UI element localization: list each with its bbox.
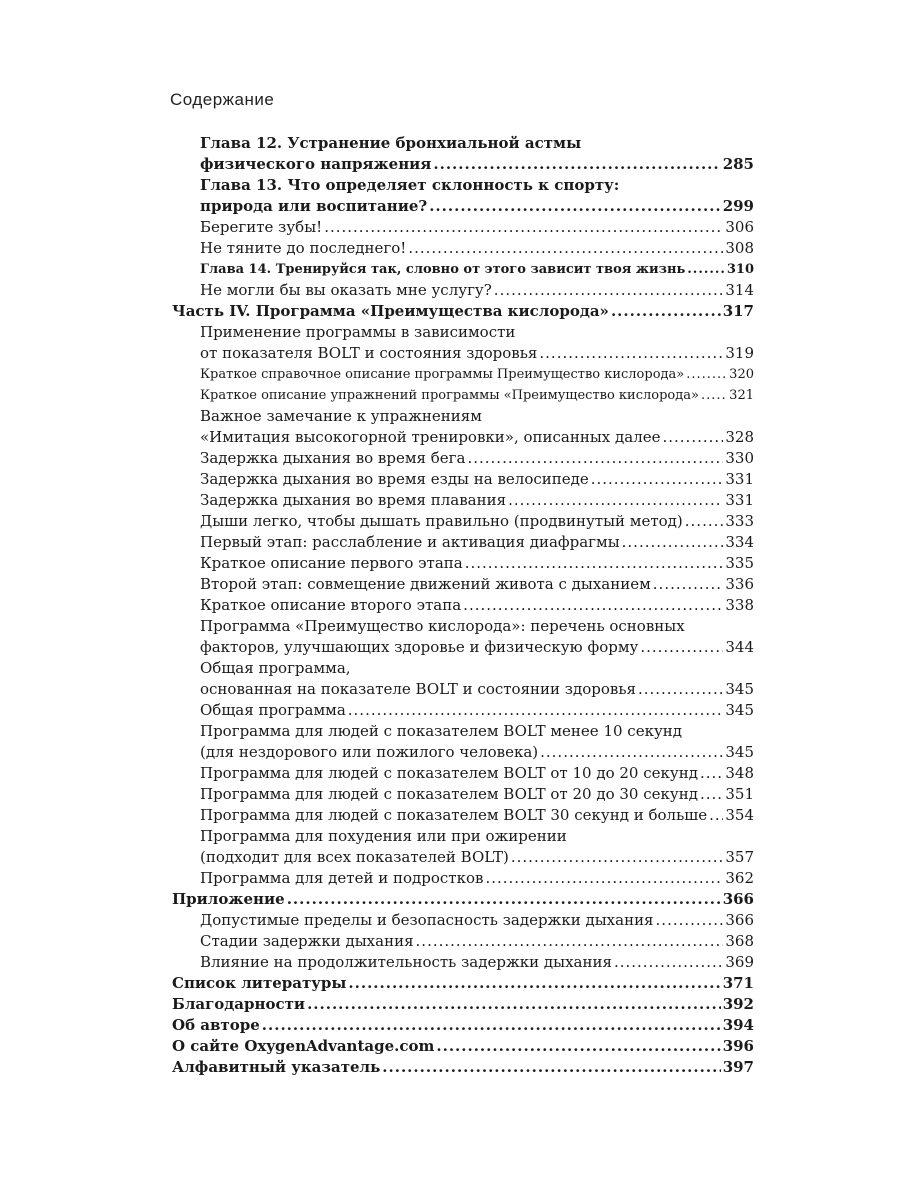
toc-entry-page-number: 344	[725, 638, 754, 656]
toc-entry-page-number: 285	[722, 155, 754, 173]
toc-entry	[172, 826, 754, 868]
toc-entry-page-number: 334	[725, 533, 754, 551]
dot-leader	[622, 532, 724, 553]
toc-entry	[172, 574, 754, 595]
dot-leader	[433, 154, 720, 175]
toc-entry-row	[200, 805, 754, 826]
toc-entry-row	[172, 973, 754, 994]
toc-entry-row	[172, 1036, 754, 1057]
running-head: Содержание	[170, 90, 275, 109]
toc-entry-row	[200, 427, 754, 448]
toc-entry	[172, 175, 754, 217]
toc-entry-title-line: (подходит для всех показателей BOLT)	[200, 848, 509, 866]
toc-entry-title-line: Глава 13. Что определяет склонность к спорту:	[200, 176, 620, 194]
toc-entry-title-line: Дыши легко, чтобы дышать правильно (продвинутый метод)	[200, 512, 683, 530]
toc-entry	[172, 721, 754, 763]
toc-entry	[172, 1015, 754, 1036]
toc-entry-page-number: 310	[726, 262, 754, 277]
toc-entry-page-number: 336	[725, 575, 754, 593]
toc-entry-title-line: «Имитация высокогорной тренировки», описанных далее	[200, 428, 661, 446]
dot-leader	[467, 448, 723, 469]
toc-entry	[172, 259, 754, 280]
toc-entry-row	[200, 595, 754, 616]
toc-entry	[172, 700, 754, 721]
toc-entry-row	[200, 238, 754, 259]
toc-entry	[172, 616, 754, 658]
dot-leader	[614, 952, 723, 973]
dot-leader	[687, 259, 725, 280]
toc-entry-page-number: 394	[722, 1016, 754, 1034]
dot-leader	[640, 637, 723, 658]
toc-entry-row	[200, 280, 754, 301]
toc-entry-title-line: Краткое описание упражнений программы «Преимущество кислорода»	[200, 388, 699, 403]
toc-entry-row	[200, 952, 754, 973]
toc-entry-row	[200, 217, 754, 238]
toc-entry-title-line: Задержка дыхания во время бега	[200, 449, 466, 467]
dot-leader	[540, 742, 723, 763]
dot-leader	[656, 910, 724, 931]
toc-entry-title-line: Глава 12. Устранение бронхиальной астмы	[200, 134, 582, 152]
toc-entry-title-line: Программа для людей с показателем BOLT от 20 до 30 секунд	[200, 785, 698, 803]
dot-leader	[348, 700, 724, 721]
toc-entry-page-number: 371	[722, 974, 754, 992]
toc-entry-title-line: Задержка дыхания во время плавания	[200, 491, 507, 509]
toc-entry	[172, 238, 754, 259]
toc-entry-row	[200, 742, 754, 763]
toc-entry	[172, 133, 754, 175]
toc-entry-title-line: Программа для похудения или при ожирении	[200, 827, 567, 845]
toc-entry-page-number: 366	[722, 890, 754, 908]
toc-entry-title-line: природа или воспитание?	[200, 197, 428, 215]
dot-leader	[262, 1015, 721, 1036]
toc-entry-title-line: Список литературы	[172, 974, 347, 992]
toc-entry	[172, 994, 754, 1015]
toc-entry-page-number: 397	[722, 1058, 754, 1076]
toc-entry-row	[200, 784, 754, 805]
dot-leader	[465, 553, 724, 574]
toc-entry	[172, 952, 754, 973]
dot-leader	[685, 511, 724, 532]
toc-entry-title-line: от показателя BOLT и состояния здоровья	[200, 344, 538, 362]
toc-entry-title-line: Влияние на продолжительность задержки дыхания	[200, 953, 612, 971]
toc-entry	[172, 448, 754, 469]
toc-entry-row	[200, 868, 754, 889]
dot-leader	[700, 784, 723, 805]
toc-entry-title-line: Важное замечание к упражнениям	[200, 407, 482, 425]
toc-entry-title-line: Программа для детей и подростков	[200, 869, 484, 887]
toc-entry-page-number: 392	[722, 995, 754, 1013]
toc-entry-row	[200, 448, 754, 469]
toc-entry-row	[200, 931, 754, 952]
toc-entry-title-line: Не тяните до последнего!	[200, 239, 407, 257]
dot-leader	[324, 217, 723, 238]
toc-entry	[172, 364, 754, 385]
toc-entry	[172, 784, 754, 805]
toc-entry-title-line: Задержка дыхания во время езды на велосипеде	[200, 470, 589, 488]
dot-leader	[494, 280, 724, 301]
dot-leader	[700, 763, 723, 784]
dot-leader	[638, 679, 723, 700]
toc-entry-row	[200, 847, 754, 868]
toc-entry-page-number: 351	[725, 785, 754, 803]
toc-entry-title-line: Благодарности	[172, 995, 306, 1013]
toc-entry-row	[200, 364, 754, 385]
toc-entry-page-number: 306	[725, 218, 754, 236]
toc-entry-title-line: физического напряжения	[200, 155, 432, 173]
toc-entry-title-line: Первый этап: расслабление и активация диафрагмы	[200, 533, 620, 551]
dot-leader	[485, 868, 723, 889]
toc-entry	[172, 1057, 754, 1078]
toc-entry-page-number: 328	[725, 428, 754, 446]
toc-entry-row	[200, 343, 754, 364]
toc-entry-title-line: Программа для людей с показателем BOLT от 10 до 20 секунд	[200, 764, 698, 782]
toc-entry	[172, 406, 754, 448]
dot-leader	[408, 238, 723, 259]
toc-entry	[172, 322, 754, 364]
dot-leader	[416, 931, 724, 952]
toc-entry-page-number: 320	[729, 367, 754, 382]
toc-entry-page-number: 345	[725, 743, 754, 761]
toc-entry-title-line: Берегите зубы!	[200, 218, 323, 236]
toc-entry-row	[172, 301, 754, 322]
toc-entry-row	[172, 1015, 754, 1036]
toc-entry-title-line: Не могли бы вы оказать мне услугу?	[200, 281, 492, 299]
toc-entry-page-number: 331	[725, 491, 754, 509]
toc-entry-row	[200, 196, 754, 217]
toc-entry	[172, 301, 754, 322]
dot-leader	[463, 595, 723, 616]
toc-entry-title-line: Краткое описание первого этапа	[200, 554, 463, 572]
dot-leader	[611, 301, 721, 322]
toc-entry	[172, 490, 754, 511]
toc-entry-page-number: 354	[725, 806, 754, 824]
toc-entry	[172, 217, 754, 238]
toc-entry-page-number: 299	[722, 197, 754, 215]
toc-entry-page-number: 366	[725, 911, 754, 929]
toc-entry-row	[200, 259, 754, 280]
toc-entry-title-line: Об авторе	[172, 1016, 260, 1034]
toc-entry-row	[200, 490, 754, 511]
toc-entry	[172, 910, 754, 931]
dot-leader	[662, 427, 723, 448]
toc-entry-page-number: 368	[725, 932, 754, 950]
toc-entry-title-line: Краткое справочное описание программы Преимущество кислорода»	[200, 367, 685, 382]
toc-entry-row	[200, 553, 754, 574]
toc-entry-title-line: Часть IV. Программа «Преимущества кислорода»	[172, 302, 609, 320]
toc-entry	[172, 763, 754, 784]
dot-leader	[287, 889, 721, 910]
toc-entry-page-number: 314	[725, 281, 754, 299]
toc-entry-row	[200, 469, 754, 490]
toc-entry-page-number: 345	[725, 701, 754, 719]
dot-leader	[511, 847, 723, 868]
toc-entry-row	[200, 532, 754, 553]
toc-entry	[172, 385, 754, 406]
toc-entry	[172, 469, 754, 490]
toc-entry-title-line: факторов, улучшающих здоровье и физическую форму	[200, 638, 639, 656]
toc-entry-row	[200, 910, 754, 931]
toc-entry	[172, 868, 754, 889]
toc-entry-page-number: 333	[725, 512, 754, 530]
toc-entry-title-line: (для нездорового или пожилого человека)	[200, 743, 539, 761]
toc-entry-row	[200, 574, 754, 595]
toc-entry-title-line: Приложение	[172, 890, 285, 908]
toc-entry-page-number: 317	[722, 302, 754, 320]
toc-entry-title-line: Глава 14. Тренируйся так, словно от этого зависит твоя жизнь	[200, 262, 686, 277]
toc-entry-page-number: 345	[725, 680, 754, 698]
toc-entry-title-line: Алфавитный указатель	[172, 1058, 381, 1076]
toc-entry-page-number: 338	[725, 596, 754, 614]
toc-entry	[172, 280, 754, 301]
toc-entry	[172, 1036, 754, 1057]
toc-entry-title-line: Программа для людей с показателем BOLT менее 10 секунд	[200, 722, 683, 740]
toc-entry-row	[200, 511, 754, 532]
toc-entry-title-line: Применение программы в зависимости	[200, 323, 516, 341]
toc-entry-title-line: Стадии задержки дыхания	[200, 932, 414, 950]
table-of-contents	[172, 133, 754, 1078]
toc-entry-page-number: 357	[725, 848, 754, 866]
toc-entry-page-number: 335	[725, 554, 754, 572]
toc-entry	[172, 595, 754, 616]
toc-entry-page-number: 362	[725, 869, 754, 887]
toc-entry-title-line: Программа «Преимущество кислорода»: перечень основных	[200, 617, 685, 635]
toc-entry-title-line: Программа для людей с показателем BOLT 30 секунд и больше	[200, 806, 708, 824]
toc-entry	[172, 553, 754, 574]
dot-leader	[307, 994, 721, 1015]
toc-entry-title-line: Второй этап: совмещение движений живота с дыханием	[200, 575, 651, 593]
toc-entry-row	[172, 889, 754, 910]
toc-entry	[172, 532, 754, 553]
toc-entry-row	[200, 763, 754, 784]
toc-entry	[172, 805, 754, 826]
dot-leader	[591, 469, 724, 490]
dot-leader	[429, 196, 720, 217]
toc-entry-row	[200, 679, 754, 700]
toc-entry-page-number: 348	[725, 764, 754, 782]
toc-entry-row	[200, 700, 754, 721]
dot-leader	[539, 343, 723, 364]
dot-leader	[701, 385, 727, 406]
toc-entry-row	[172, 994, 754, 1015]
dot-leader	[436, 1036, 720, 1057]
toc-entry	[172, 511, 754, 532]
toc-entry-row	[172, 1057, 754, 1078]
toc-entry	[172, 889, 754, 910]
toc-entry	[172, 931, 754, 952]
toc-entry-page-number: 319	[725, 344, 754, 362]
dot-leader	[686, 364, 727, 385]
toc-entry-title-line: основанная на показателе BOLT и состоянии здоровья	[200, 680, 636, 698]
toc-entry-page-number: 396	[722, 1037, 754, 1055]
toc-entry-row	[200, 154, 754, 175]
toc-entry-page-number: 369	[725, 953, 754, 971]
dot-leader	[508, 490, 723, 511]
toc-entry-title-line: Краткое описание второго этапа	[200, 596, 462, 614]
toc-entry-page-number: 330	[725, 449, 754, 467]
toc-entry	[172, 973, 754, 994]
toc-entry-page-number: 321	[729, 388, 754, 403]
dot-leader	[382, 1057, 720, 1078]
toc-entry-title-line: О сайте OxygenAdvantage.com	[172, 1037, 435, 1055]
toc-entry-row	[200, 637, 754, 658]
toc-entry-title-line: Общая программа	[200, 701, 346, 719]
dot-leader	[348, 973, 720, 994]
toc-entry	[172, 658, 754, 700]
dot-leader	[653, 574, 724, 595]
toc-entry-title-line: Допустимые пределы и безопасность задержки дыхания	[200, 911, 654, 929]
toc-entry-page-number: 331	[725, 470, 754, 488]
toc-entry-page-number: 308	[725, 239, 754, 257]
dot-leader	[709, 805, 723, 826]
toc-entry-title-line: Общая программа,	[200, 659, 351, 677]
toc-entry-row	[200, 385, 754, 406]
